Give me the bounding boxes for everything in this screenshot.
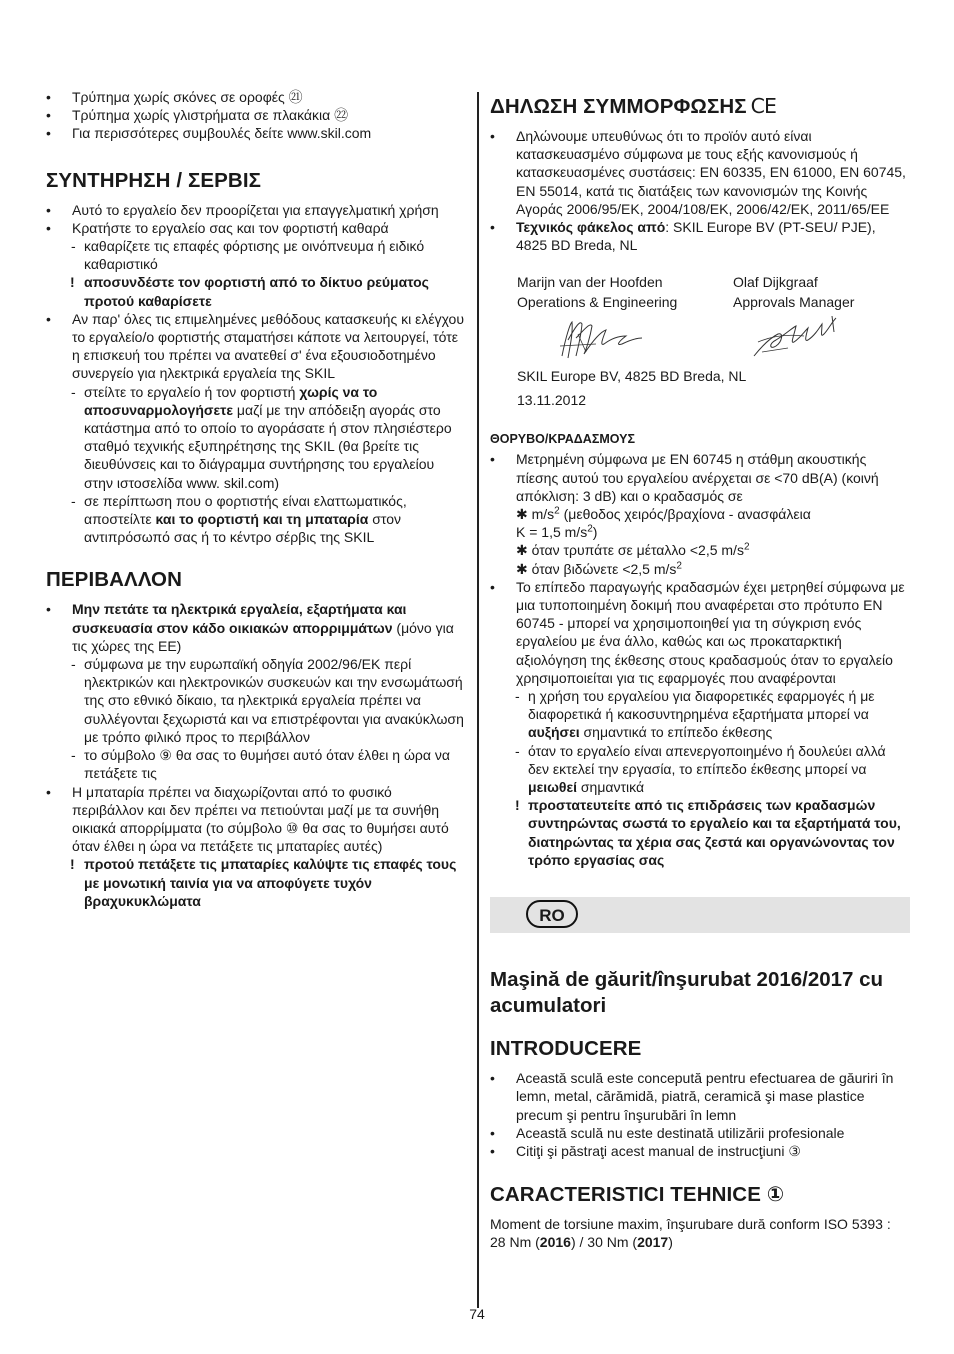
list-item-text: Κρατήστε το εργαλείο σας και τον φορτιστή καθαρά bbox=[72, 219, 389, 236]
conformity-list bbox=[490, 127, 910, 254]
list-item: • Δηλώνουμε υπευθύνως ότι το προϊόν αυτό είναι κατασκευασμένο σύμφωνα με τους εξής κανονισμούς ή κατασκευασμένες συστάσεις: EN 60335, EN 61000, EN 60745, EN 55014, κατά τις διατάξεις των κανονισμών της Κοινής Αγοράς 2006/95/ΕΚ, 2004/108/ΕΚ, 2006/42/ΕΚ, 2011/65/ΕΕ bbox=[490, 127, 910, 218]
signatory-1: Marijn van der Hoofden Operations & Engineering bbox=[517, 274, 678, 311]
column-divider bbox=[477, 92, 479, 1308]
conformity-heading: ΔΗΛΩΣΗ ΣΥΜΜΟΡΦΩΣΗΣ CE bbox=[490, 94, 776, 118]
service-heading: ΣΥΝΤΗΡΗΣΗ / ΣΕΡΒΙΣ bbox=[46, 168, 262, 192]
list-item: • Citiţi şi păstraţi acest manual de instrucţiuni ③ bbox=[490, 1142, 910, 1160]
ce-mark-icon: CE bbox=[750, 94, 776, 118]
warning-note: ! προστατευτείτε από τις επιδράσεις των κραδασμών συντηρώντας σωστά το εργαλείο και τα εξαρτήματά του, διατηρώντας τα χέρια σας ζεστά και οργανώνοντας τον τρόπο εργασίας σας bbox=[490, 796, 910, 869]
signatory-2: Olaf Dijkgraaf Approvals Manager bbox=[733, 274, 855, 311]
specs-text: Moment de torsiune maxim, înşurubare dură conform ISO 5393 : 28 Nm (2016) / 30 Nm (2017) bbox=[490, 1216, 891, 1251]
page-number: 74 bbox=[469, 1306, 485, 1322]
warning-note: ! αποσυνδέστε τον φορτιστή από το δίκτυο ρεύματος προτού καθαρίσετε bbox=[46, 273, 466, 309]
list-item: • Αυτό το εργαλείο δεν προορίζεται για επαγγελματική χρήση bbox=[46, 201, 466, 219]
warning-note: ! προτού πετάξετε τις μπαταρίες καλύψτε τις επαφές τους με μονωτική ταινία για να αποφύγετε τυχόν βραχυκυκλώματα bbox=[46, 855, 466, 910]
list-item: • Τεχνικός φάκελος από: SKIL Europe BV (PT-SEU/ PJE), 4825 BD Breda, NL bbox=[490, 218, 910, 254]
noise-list bbox=[490, 450, 910, 869]
environment-heading: ΠΕΡΙΒΑΛΛΟΝ bbox=[46, 568, 183, 592]
list-item: • Για περισσότερες συμβουλές δείτε www.skil.com bbox=[46, 124, 466, 142]
sub-item: - σύμφωνα με την ευρωπαϊκή οδηγία 2002/96/ΕΚ περί ηλεκτρικών και ηλεκτρονικών συσκευών και την ενσωμάτωσή της στο εθνικό δίκαιο, τα ηλεκτρικά εργαλεία πρέπει να συλλέγονται ξεχωριστά και να επιστρέφονται για ανακύκλωση με τρόπο φιλικό προς το περιβάλλον bbox=[46, 655, 466, 746]
sub-item: - σε περίπτωση που ο φορτιστής είναι ελαττωματικός, αποστείλτε και το φορτιστή και τη μπαταρία στον αντιπρόσωπό σας ή το κέντρο σέρβις της SKIL bbox=[46, 492, 466, 547]
list-item-text: Το επίπεδο παραγωγής κραδασμών έχει μετρηθεί σύμφωνα με μια τυποποιημένη δοκιμή που αναφέρεται στο πρότυπο EN 60745 - μπορεί να χρησιμοποιηθεί για τη σύγκριση ενός εργαλείου με ένα άλλο, καθώς και ως προκαταρκτική αξιολόγηση της έκθεσης στους κραδασμούς όταν το εργαλείο χρησιμοποιείται για τις εφαρμογές που αναφέρονται bbox=[516, 578, 905, 686]
sub-item: - καθαρίζετε τις επαφές φόρτισης με οινόπνευμα ή ειδικό καθαριστικό bbox=[46, 237, 466, 273]
signature-2-icon bbox=[748, 312, 844, 362]
list-item bbox=[490, 578, 910, 869]
list-item: • Τρύπημα χωρίς γλιστρήματα σε πλακάκια ㉒ bbox=[46, 106, 466, 124]
list-item bbox=[46, 783, 466, 910]
list-item: • Τρύπημα χωρίς σκόνες σε οροφές ㉑ bbox=[46, 88, 466, 106]
language-badge: RO bbox=[526, 900, 578, 928]
environment-list bbox=[46, 600, 466, 909]
list-item: • Μην πετάτε τα ηλεκτρικά εργαλεία, εξαρτήματα και συσκευασία στον κάδο οικιακών απορριμμάτων (μόνο για τις χώρες της ΕΕ) - σύμφωνα με την ευρωπαϊκή οδηγία 2002/96/ΕΚ περί ηλεκτρικών και ηλεκτρονικών συσκευών και την ενσωμάτωσή της στο εθνικό δίκαιο, τα ηλεκτρικά εργαλεία πρέπει να συλλέγονται ξεχωριστά και να επιστρέφονται για ανακύκλωση με τρόπο φιλικό προς το περιβάλλον - το σύμβολο ⑨ θα σας το θυμήσει αυτό όταν έλθει η ώρα να πετάξετε τις bbox=[46, 600, 466, 782]
company-address: SKIL Europe BV, 4825 BD Breda, NL bbox=[517, 368, 747, 385]
list-item bbox=[46, 310, 466, 547]
language-bar bbox=[490, 897, 910, 933]
sub-item: - το σύμβολο ⑨ θα σας το θυμήσει αυτό όταν έλθει η ώρα να πετάξετε τις bbox=[46, 746, 466, 782]
introduction-heading: INTRODUCERE bbox=[490, 1037, 642, 1061]
list-item bbox=[46, 219, 466, 310]
specs-heading: CARACTERISTICI TEHNICE ① bbox=[490, 1183, 785, 1207]
list-item: • Această sculă nu este destinată utilizării profesionale bbox=[490, 1124, 910, 1142]
service-list bbox=[46, 201, 466, 547]
declaration-date: 13.11.2012 bbox=[517, 392, 587, 409]
sub-item: - η χρήση του εργαλείου για διαφορετικές εφαρμογές ή με διαφορετικά ή κακοσυντηρημένα εξαρτήματα μπορεί να αυξήσει σημαντικά το επίπεδο έκθεσης bbox=[490, 687, 910, 742]
introduction-list bbox=[490, 1069, 910, 1160]
left-column bbox=[46, 88, 466, 910]
noise-heading: ΘΟΡΥΒΟ/ΚΡΑΔΑΣΜΟΥΣ bbox=[490, 432, 635, 447]
list-item-text: Η μπαταρία πρέπει να διαχωρίζονται από το φυσικό περιβάλλον και δεν πρέπει να πετιούνται μαζί με τα συνήθη οικιακά απορρίμματα (το σύμβολο ⑩ θα σας το θυμήσει αυτό όταν έλθει η ώρα να πετάξετε τις μπαταρίες αυτές) bbox=[72, 783, 449, 855]
signature-block bbox=[490, 272, 910, 409]
intro-bullet-list bbox=[46, 88, 466, 143]
product-title: Maşină de găurit/înşurubat 2016/2017 cu acumulatori bbox=[490, 968, 884, 1018]
list-item: • Μετρημένη σύμφωνα με EN 60745 η στάθμη ακουστικής πίεσης αυτού του εργαλείου ανέρχεται σε <70 dB(A) (κοινή απόκλιση: 3 dB) και ο κραδασμός σε ✱ $m/s^2$ (μεθοδος χειρός/βραχίονα - ανασφάλεια K = 1,5 $m/s^2$) ✱ όταν τρυπάτε σε μέταλλο <2,5 $m/s^2$ ✱ όταν βιδώνετε <2,5 $m/s^2$ bbox=[490, 450, 910, 577]
list-item: • Această sculă este concepută pentru efectuarea de găuriri în lemn, metal, cărămidă, piatră, ceramică şi mase plastice precum şi pentru înşurubări în lemn bbox=[490, 1069, 910, 1124]
signature-1-icon bbox=[556, 316, 646, 362]
list-item-text: Αν παρ' όλες τις επιμελημένες μεθόδους κατασκευής κι ελέγχου το εργαλείο/ο φορτιστής σταματήσει κάποτε να λειτουργεί, τότε η επισκευή του πρέπει να ανατεθεί σ' ένα εξουσιοδοτημένο συνεργείο για ηλεκτρικά εργαλεία της SKIL bbox=[72, 310, 464, 382]
sub-item: - στείλτε το εργαλείο ή τον φορτιστή χωρίς να το αποσυναρμολογήσετε μαζί με την απόδειξη αγοράς στο κατάστημα από το οποίο το αγοράσατε ή στον πλησιέστερο σταθμό τεχνικής εξυπηρέτησης της SKIL (θα βρείτε τις διευθύνσεις και το διάγραμμα συντήρησης του εργαλείου στην ιστοσελίδα www. skil.com) bbox=[46, 383, 466, 492]
right-column bbox=[490, 88, 910, 1252]
sub-item: - όταν το εργαλείο είναι απενεργοποιημένο ή δουλεύει αλλά δεν εκτελεί την εργασία, το επίπεδο έκθεσης μπορεί να μειωθεί σημαντικά bbox=[490, 742, 910, 797]
